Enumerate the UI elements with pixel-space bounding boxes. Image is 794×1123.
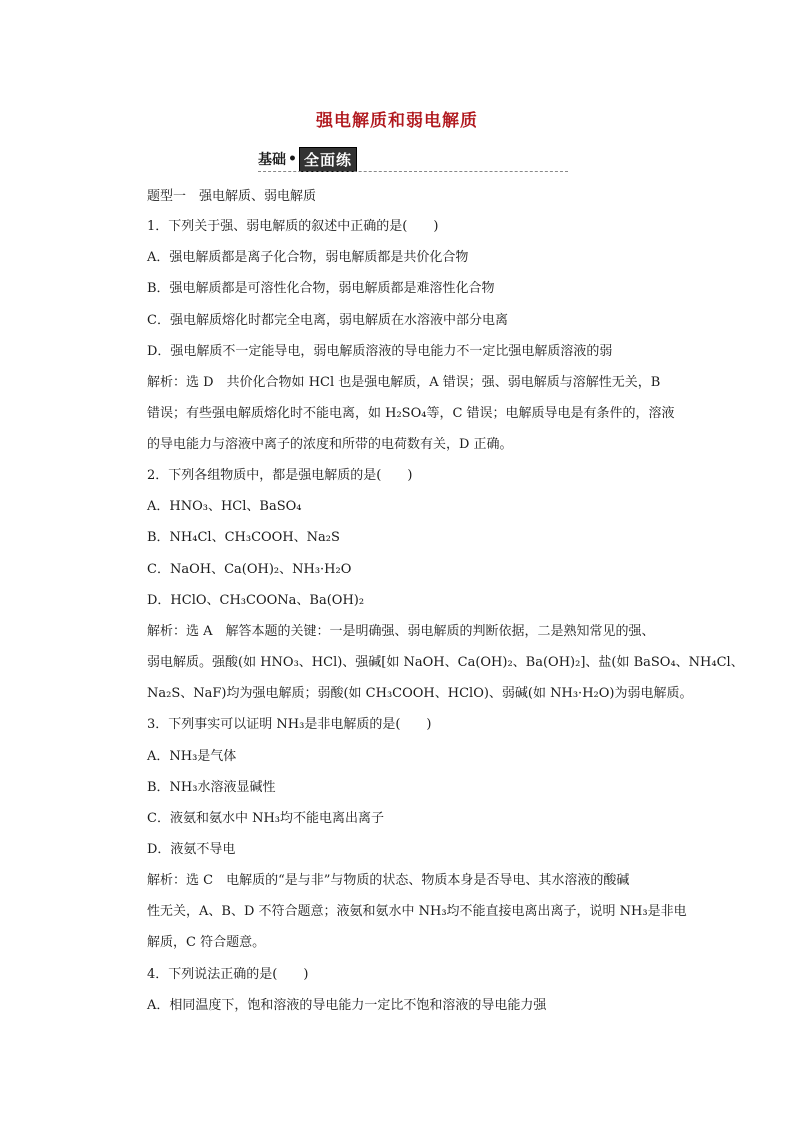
q3-analysis-line-3: 解质，C 符合题意。 [147, 935, 266, 950]
question-1: 1．下列关于强、弱电解质的叙述中正确的是( ) [147, 219, 439, 234]
q3-option-b: B．NH₃水溶液显碱性 [147, 780, 276, 795]
q1-analysis-line-2: 错误；有些强电解质熔化时不能电离，如 H₂SO₄等，C 错误；电解质导电是有条件的，溶液 [147, 406, 675, 421]
section-dot: • [288, 151, 297, 167]
section-header [258, 148, 357, 170]
q2-analysis-line-1: 解析：选 A 解答本题的关键：一是明确强、弱电解质的判断依据，二是熟知常见的强、 [147, 624, 655, 639]
q4-option-a: A．相同温度下，饱和溶液的导电能力一定比不饱和溶液的导电能力强 [147, 998, 547, 1013]
question-4: 4．下列说法正确的是( ) [147, 967, 309, 982]
q1-analysis-line-3: 的导电能力与溶液中离子的浓度和所带的电荷数有关，D 正确。 [147, 437, 513, 452]
question-2: 2．下列各组物质中，都是强电解质的是( ) [147, 468, 413, 483]
q3-analysis-line-1: 解析：选 C 电解质的“是与非”与物质的状态、物质本身是否导电、其水溶液的酸碱 [147, 873, 630, 888]
question-3: 3．下列事实可以证明 NH₃是非电解质的是( ) [147, 717, 432, 732]
q1-option-c: C．强电解质熔化时都完全电离，弱电解质在水溶液中部分电离 [147, 313, 508, 328]
q2-analysis-line-2: 弱电解质。强酸(如 HNO₃、HCl)、强碱[如 NaOH、Ca(OH)₂、Ba(OH)₂]、盐(如 BaSO₄、NH₄Cl、 [147, 655, 744, 670]
q1-option-a: A．强电解质都是离子化合物，弱电解质都是共价化合物 [147, 250, 469, 265]
q1-option-d: D．强电解质不一定能导电，弱电解质溶液的导电能力不一定比强电解质溶液的弱 [147, 344, 613, 359]
question-type-heading: 题型一 强电解质、弱电解质 [147, 189, 317, 204]
q2-option-c: C．NaOH、Ca(OH)₂、NH₃·H₂O [147, 562, 352, 577]
section-prefix: 基础 [258, 152, 286, 168]
page-title: 强电解质和弱电解质 [316, 111, 478, 131]
q3-option-a: A．NH₃是气体 [147, 749, 237, 764]
q2-option-d: D．HClO、CH₃COONa、Ba(OH)₂ [147, 593, 365, 608]
q2-option-a: A．HNO₃、HCl、BaSO₄ [147, 499, 302, 514]
q1-analysis-line-1: 解析：选 D 共价化合物如 HCl 也是强电解质，A 错误；强、弱电解质与溶解性无关，B [147, 375, 661, 390]
section-divider [258, 171, 568, 172]
section-box: 全面练 [299, 147, 357, 172]
q2-option-b: B．NH₄Cl、CH₃COOH、Na₂S [147, 530, 340, 545]
q1-option-b: B．强电解质都是可溶性化合物，弱电解质都是难溶性化合物 [147, 281, 495, 296]
q3-analysis-line-2: 性无关，A、B、D 不符合题意；液氨和氨水中 NH₃均不能直接电离出离子，说明 NH₃是非电 [147, 904, 687, 919]
q3-option-c: C．液氨和氨水中 NH₃均不能电离出离子 [147, 811, 385, 826]
q3-option-d: D．液氨不导电 [147, 842, 236, 857]
q2-analysis-line-3: Na₂S、NaF)均为强电解质；弱酸(如 CH₃COOH、HClO)、弱碱(如 NH₃·H₂O)为弱电解质。 [147, 686, 693, 701]
